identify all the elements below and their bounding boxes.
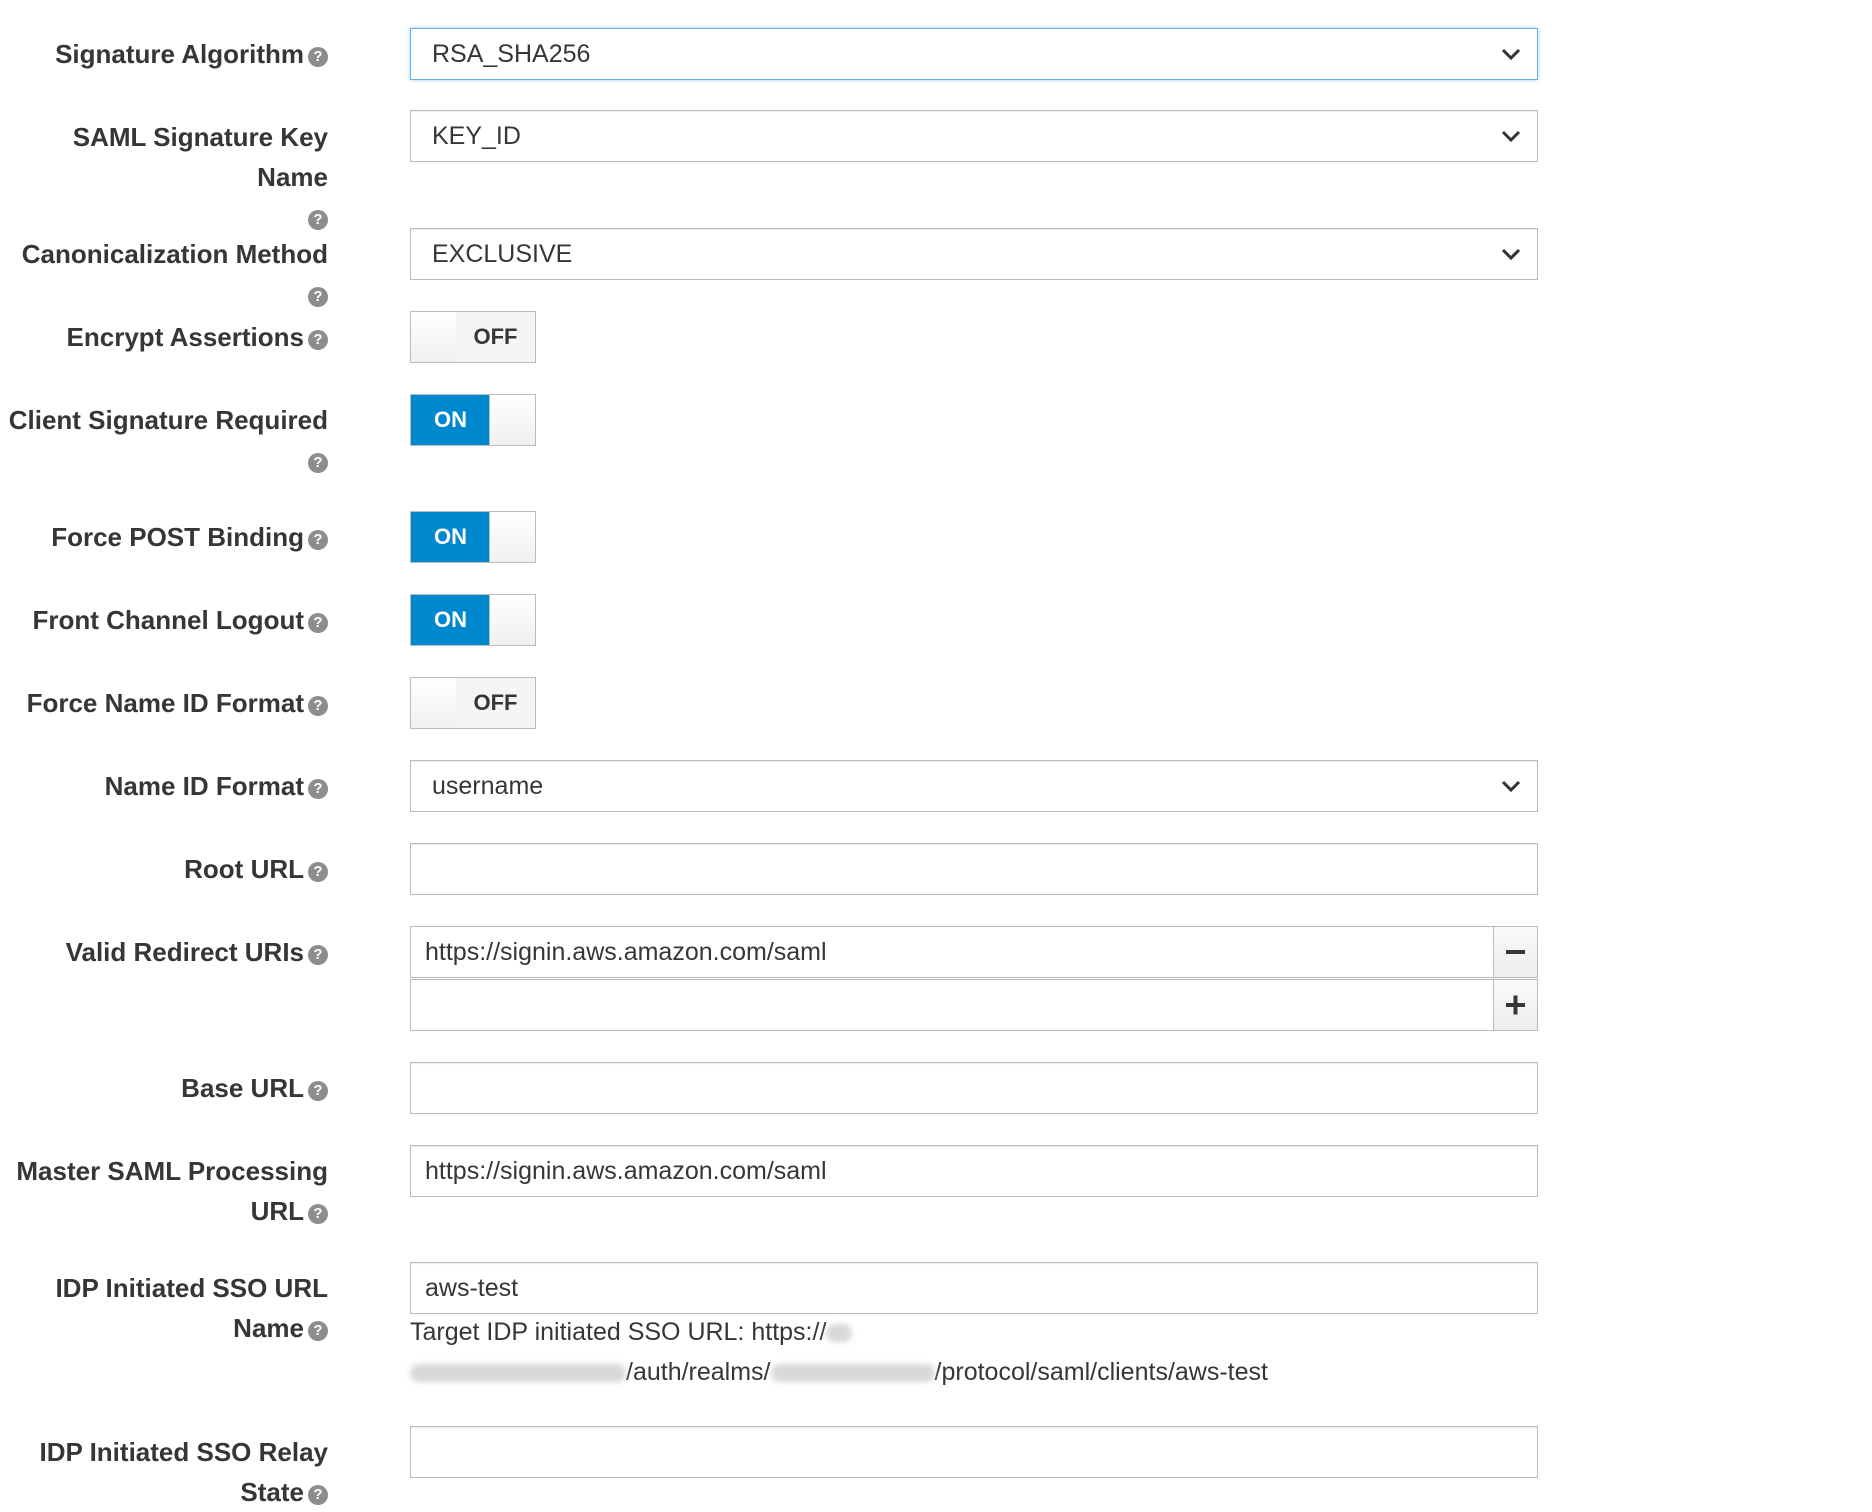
master-saml-processing-url-input[interactable]: https://signin.aws.amazon.com/saml xyxy=(410,1145,1538,1197)
canonicalization-method-label: Canonicalization Method? xyxy=(21,239,328,305)
target-idp-sso-url-hint: Target IDP initiated SSO URL: https:// /auth/realms/ /protocol/saml/clients/aws-test xyxy=(410,1318,1268,1386)
redacted-text xyxy=(826,1324,852,1342)
name-id-format-value: username xyxy=(432,772,544,800)
root-url-label: Root URL ? xyxy=(0,849,328,889)
chevron-down-icon xyxy=(1501,247,1521,261)
help-icon[interactable]: ? xyxy=(308,330,328,350)
help-icon[interactable]: ? xyxy=(308,1204,328,1224)
toggle-state: OFF xyxy=(456,312,535,362)
saml-signature-key-name-label: SAML Signature Key Name ? xyxy=(72,122,328,228)
idp-initiated-sso-relay-state-label: IDP Initiated SSO Relay State ? xyxy=(39,1437,328,1507)
master-saml-processing-url-label: Master SAML Processing URL ? xyxy=(16,1156,328,1226)
base-url-label: Base URL ? xyxy=(0,1068,328,1108)
toggle-knob xyxy=(489,595,535,645)
encrypt-assertions-label: Encrypt Assertions ? xyxy=(0,317,328,357)
saml-signature-key-name-value: KEY_ID xyxy=(432,122,521,150)
help-icon[interactable]: ? xyxy=(308,210,328,230)
help-icon[interactable]: ? xyxy=(308,530,328,550)
help-icon[interactable]: ? xyxy=(308,1081,328,1101)
toggle-knob xyxy=(489,512,535,562)
force-name-id-format-label: Force Name ID Format ? xyxy=(0,683,328,723)
client-signature-required-toggle[interactable] xyxy=(410,394,536,446)
canonicalization-method-select[interactable] xyxy=(410,228,1538,280)
toggle-knob xyxy=(411,312,457,362)
help-icon[interactable]: ? xyxy=(308,613,328,633)
saml-signature-key-name-select[interactable] xyxy=(410,110,1538,162)
help-icon[interactable]: ? xyxy=(308,287,328,307)
redirect-uri-row xyxy=(410,926,1538,978)
minus-icon xyxy=(1494,927,1537,977)
force-name-id-format-toggle[interactable] xyxy=(410,677,536,729)
idp-initiated-sso-url-name-label: IDP Initiated SSO URL Name ? xyxy=(55,1273,328,1343)
root-url-input[interactable] xyxy=(410,843,1538,895)
valid-redirect-uris-label: Valid Redirect URIs ? xyxy=(0,932,328,972)
signature-algorithm-label: Signature Algorithm ? xyxy=(0,34,328,74)
help-icon[interactable]: ? xyxy=(308,945,328,965)
name-id-format-label: Name ID Format ? xyxy=(0,766,328,806)
idp-initiated-sso-url-name-input[interactable]: aws-test xyxy=(410,1262,1538,1314)
toggle-state: ON xyxy=(411,512,490,562)
redirect-uri-input[interactable]: https://signin.aws.amazon.com/saml xyxy=(410,926,1494,978)
plus-icon xyxy=(1494,980,1537,1030)
encrypt-assertions-toggle[interactable] xyxy=(410,311,536,363)
redirect-uri-input[interactable] xyxy=(410,979,1494,1031)
idp-initiated-sso-relay-state-input[interactable] xyxy=(410,1426,1538,1478)
client-signature-required-label: Client Signature Required ? xyxy=(8,405,328,471)
help-icon[interactable]: ? xyxy=(308,47,328,67)
help-icon[interactable]: ? xyxy=(308,1485,328,1505)
redacted-text xyxy=(771,1364,935,1382)
toggle-state: ON xyxy=(411,595,490,645)
add-uri-button[interactable] xyxy=(1493,979,1538,1031)
front-channel-logout-label: Front Channel Logout ? xyxy=(0,600,328,640)
name-id-format-select[interactable] xyxy=(410,760,1538,812)
remove-uri-button[interactable] xyxy=(1493,926,1538,978)
toggle-knob xyxy=(411,678,457,728)
help-icon[interactable]: ? xyxy=(308,696,328,716)
toggle-state: OFF xyxy=(456,678,535,728)
help-icon[interactable]: ? xyxy=(308,779,328,799)
canonicalization-method-value: EXCLUSIVE xyxy=(432,240,573,268)
chevron-down-icon xyxy=(1501,47,1521,61)
base-url-input[interactable] xyxy=(410,1062,1538,1114)
chevron-down-icon xyxy=(1501,129,1521,143)
front-channel-logout-toggle[interactable] xyxy=(410,594,536,646)
chevron-down-icon xyxy=(1501,779,1521,793)
help-icon[interactable]: ? xyxy=(308,1321,328,1341)
help-icon[interactable]: ? xyxy=(308,453,328,473)
help-icon[interactable]: ? xyxy=(308,862,328,882)
force-post-binding-label: Force POST Binding ? xyxy=(0,517,328,557)
signature-algorithm-value: RSA_SHA256 xyxy=(432,40,591,68)
toggle-knob xyxy=(489,395,535,445)
toggle-state: ON xyxy=(411,395,490,445)
force-post-binding-toggle[interactable] xyxy=(410,511,536,563)
redacted-text xyxy=(410,1364,626,1382)
redirect-uri-row xyxy=(410,979,1538,1031)
signature-algorithm-select[interactable] xyxy=(410,28,1538,80)
